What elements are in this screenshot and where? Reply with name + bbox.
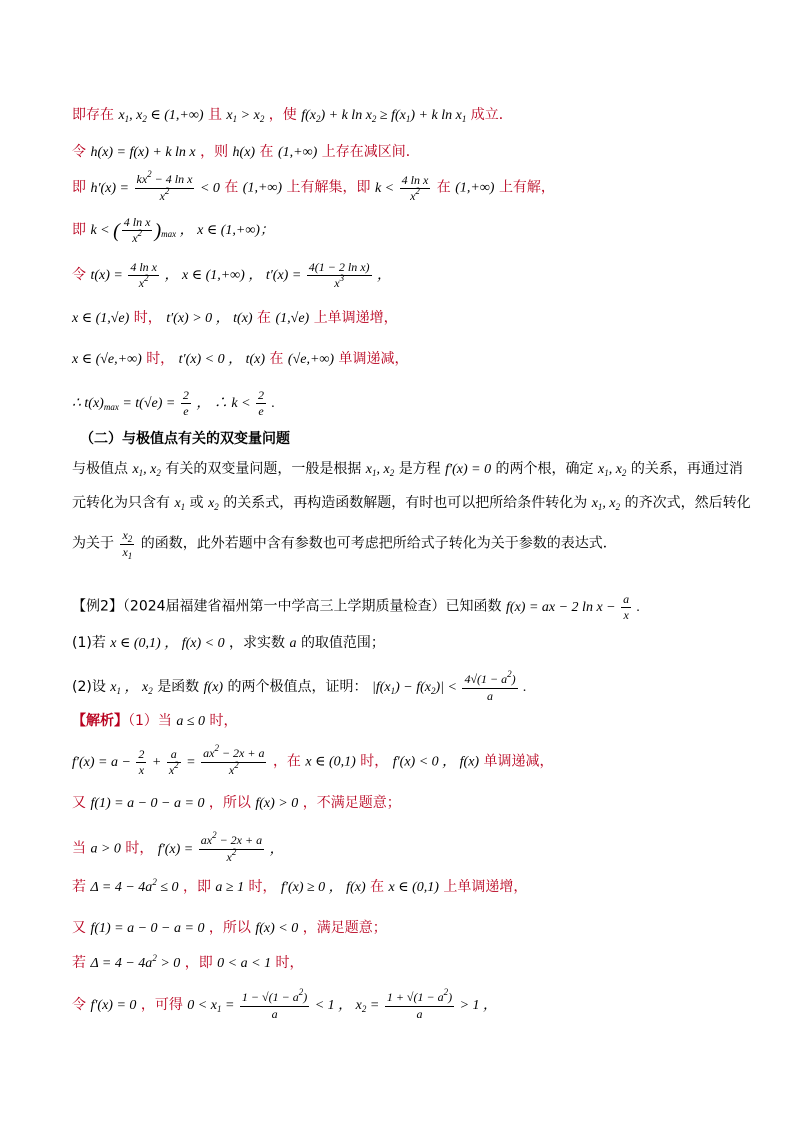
- formula: h(x) = f(x) + k ln x: [90, 145, 196, 160]
- text: 元转化为只含有: [72, 495, 170, 511]
- text: 的关系式，再构造函数解题，有时也可以把所给条件转化为: [223, 495, 588, 511]
- formula: f′(x) = $\frac{ax^2 - 2x + a}{x^2}$ ，: [157, 830, 284, 864]
- formula: x ∈ (1,√e): [72, 311, 130, 326]
- text: 是方程: [398, 461, 441, 477]
- question-1: [72, 636, 385, 651]
- text: 令: [72, 144, 86, 160]
- line-decreasing: [72, 352, 409, 367]
- formula: x ∈ (0,1) ， f(x) < 0: [110, 636, 225, 651]
- formula: h(x): [232, 145, 256, 160]
- formula: $x_1$: [174, 496, 186, 512]
- text: ，在: [272, 753, 301, 770]
- formula: a > 0: [90, 841, 121, 857]
- formula: f(1) = a − 0 − a = 0: [90, 921, 205, 936]
- text: ，使: [268, 107, 297, 123]
- solution-line-8: [72, 987, 498, 1022]
- formula: t′(x) > 0 ， t(x): [166, 311, 253, 326]
- solution-line-2: [72, 743, 554, 779]
- text: 时，: [209, 713, 238, 729]
- para-line-1: [72, 462, 743, 477]
- formula: f′(x) ≥ 0 ， f(x): [281, 880, 366, 895]
- formula: (1,+∞): [455, 180, 495, 196]
- text: ，满足题意；: [302, 920, 387, 936]
- section-title: [80, 432, 290, 446]
- formula: f(1) = a − 0 − a = 0: [90, 796, 205, 811]
- text: 上有解，: [498, 179, 555, 196]
- text: 即: [72, 222, 86, 239]
- para-line-3: [72, 528, 617, 561]
- line-define-t: [72, 260, 391, 292]
- formula: (1,√e): [275, 311, 310, 326]
- text: 在: [370, 879, 385, 895]
- formula: f′(x) < 0 ， f(x): [392, 754, 480, 770]
- formula: ∴ $t(x)_{max} = t(√e)$ = $\frac{2}{e}$ ， ∴ k < $\frac{2}{e}$ .: [72, 388, 276, 418]
- text: 令: [72, 267, 86, 284]
- line-define-h: [72, 145, 420, 160]
- text: 若: [72, 879, 86, 895]
- text: 当: [72, 840, 86, 857]
- line-conclusion: [72, 388, 275, 419]
- text: （1）当: [128, 713, 172, 729]
- text: 为关于: [72, 535, 114, 552]
- formula: $\Delta = 4 - 4a^2 > 0$: [90, 953, 181, 971]
- text: （二）与极值点有关的双变量问题: [80, 431, 290, 447]
- text: ，求实数: [229, 635, 286, 651]
- text: 在: [259, 144, 274, 160]
- text: 上单调递增，: [443, 879, 528, 895]
- text: 有关的双变量问题，一般是根据: [165, 461, 362, 477]
- text: 【解析】: [72, 713, 128, 729]
- text: 单调递减，: [338, 351, 409, 367]
- formula: (1,+∞): [278, 145, 318, 160]
- formula: a: [289, 636, 297, 651]
- text: 时，: [360, 753, 389, 770]
- formula: k < ( $\frac{\text{4 ln x}}{x^2}$ )$_{max}$ ， x ∈ (1,+∞)；: [90, 215, 274, 245]
- formula: h′(x) = $\frac{kx^2 - 4 \ln x}{x^2}$ < 0: [90, 169, 220, 203]
- formula: $|f(x_1) - f(x_2)|$ < $\frac{4√(1 - a^2)}{a}$ .: [371, 669, 527, 703]
- text: 在: [257, 310, 272, 326]
- solution-line-3: [72, 796, 401, 811]
- formula: 0 < a < 1: [217, 956, 272, 971]
- text: 若: [72, 955, 86, 971]
- text: 单调递减，: [483, 753, 554, 770]
- line-increasing: [72, 311, 398, 326]
- text: 在: [436, 179, 451, 196]
- text: 时，: [133, 310, 162, 326]
- text: 上有解集，即: [286, 179, 371, 196]
- formula: $\frac{x_2}{x_1}$: [122, 528, 133, 561]
- text: 的取值范围；: [300, 635, 385, 651]
- text: 在: [224, 179, 239, 196]
- question-2: [72, 669, 527, 704]
- formula: $x_1$, $x_2$ ∈ (1,+∞): [118, 108, 204, 124]
- solution-line-4: [72, 830, 284, 866]
- formula: f′(x) = a − $\frac{2}{x}$ + $\frac{a}{x^2}$ = $\frac{ax^2 - 2x + a}{x^2}$: [72, 743, 265, 777]
- formula: k < $\frac{\text{4 ln x}}{x^2}$: [374, 172, 429, 203]
- formula: f(x) = ax − 2 ln x − $\frac{a}{x}$ .: [506, 592, 641, 622]
- text: 即: [72, 179, 86, 196]
- solution-line-7: [72, 953, 304, 971]
- formula: (1,+∞): [242, 180, 283, 196]
- text: ，可得: [140, 997, 183, 1014]
- formula: $x_1$, $x_2$: [365, 462, 395, 478]
- text: 或: [189, 495, 204, 511]
- formula: x ∈ (0,1): [305, 754, 356, 770]
- formula: f′(x) = 0: [90, 998, 137, 1014]
- formula: a ≤ 0: [176, 714, 206, 729]
- text: (2)设: [72, 679, 106, 696]
- formula: $x_1$, $x_2$: [591, 496, 621, 512]
- text: 即存在: [72, 107, 114, 123]
- text: ，不满足题意；: [302, 795, 401, 811]
- formula: f(x) < 0: [255, 921, 299, 936]
- text: 又: [72, 920, 86, 936]
- formula: $0 < x_1$ = $\frac{1 - √(1 - a^2)}{a}$ < 1 ， $x_2$ = $\frac{1 + √(1 - a^2)}{a}$ > 1 ，: [187, 987, 498, 1021]
- text: ，则: [200, 144, 229, 160]
- text: 成立．: [470, 107, 513, 123]
- formula: f(x): [203, 680, 224, 696]
- formula: $x_1 > x_2$: [226, 108, 265, 124]
- text: 时，: [248, 879, 277, 895]
- text: ，即: [182, 879, 211, 895]
- solution-line-6: [72, 921, 387, 936]
- text: (1)若: [72, 635, 106, 651]
- text: （2024届福建省福州第一中学高三上学期质量检查）已知函数: [122, 598, 502, 615]
- formula: $x_1$ ， $x_2$: [110, 680, 153, 697]
- formula: f(x) > 0: [255, 796, 299, 811]
- formula: f′(x) = 0: [445, 462, 492, 477]
- para-line-2: [72, 496, 751, 511]
- formula: t(x) = $\frac{\text{4 ln x}}{x^2}$ ， x ∈ (1,+∞) ， t′(x) = $\frac{\text{4(1 − 2 ln x)}}{x^3}$ ，: [90, 260, 392, 290]
- formula: x ∈ (√e,+∞): [72, 352, 142, 367]
- text: ，所以: [208, 795, 251, 811]
- text: 令: [72, 997, 86, 1014]
- text: 是函数: [157, 679, 200, 696]
- formula: $x_2$: [208, 496, 219, 512]
- solution-line-5: [72, 877, 528, 895]
- formula: $f(x_2) + k$ $\ln x_2 \ge f(x_1) + k$ $\ln x_1$: [301, 108, 467, 124]
- text: ，即: [184, 955, 213, 971]
- line-k-max: [72, 215, 274, 247]
- text: 上单调递增，: [313, 310, 398, 326]
- text: 时，: [275, 955, 304, 971]
- text: 上存在减区间．: [321, 144, 420, 160]
- text: 的两个根，确定: [495, 461, 594, 477]
- formula: $\Delta = 4 - 4a^2 \le 0$: [90, 877, 179, 895]
- formula: $x_1$, $x_2$: [597, 462, 627, 478]
- text: 时，: [125, 840, 154, 857]
- formula: $x_1$, $x_2$: [132, 462, 161, 478]
- example-header: [72, 592, 640, 623]
- solution-header: [72, 714, 238, 729]
- line-exist-condition: [72, 108, 513, 123]
- text: 的关系，再通过消: [630, 461, 743, 477]
- formula: (√e,+∞): [287, 352, 335, 367]
- text: 时，: [146, 351, 175, 367]
- text: ，所以: [208, 920, 251, 936]
- formula: t′(x) < 0 ， t(x): [178, 352, 266, 367]
- text: 在: [269, 351, 284, 367]
- text: 又: [72, 795, 86, 811]
- formula: a ≥ 1: [215, 880, 245, 895]
- formula: x ∈ (0,1): [388, 880, 439, 895]
- text: 【例2】: [72, 598, 123, 615]
- text: 且: [207, 107, 222, 123]
- text: 的两个极值点，证明：: [227, 679, 368, 696]
- text: 与极值点: [72, 461, 128, 477]
- text: 的函数，此外若题中含有参数也可考虑把所给式子转化为关于参数的表达式．: [140, 535, 617, 552]
- line-derivative-h: [72, 169, 555, 205]
- text: 的齐次式，然后转化: [624, 495, 751, 511]
